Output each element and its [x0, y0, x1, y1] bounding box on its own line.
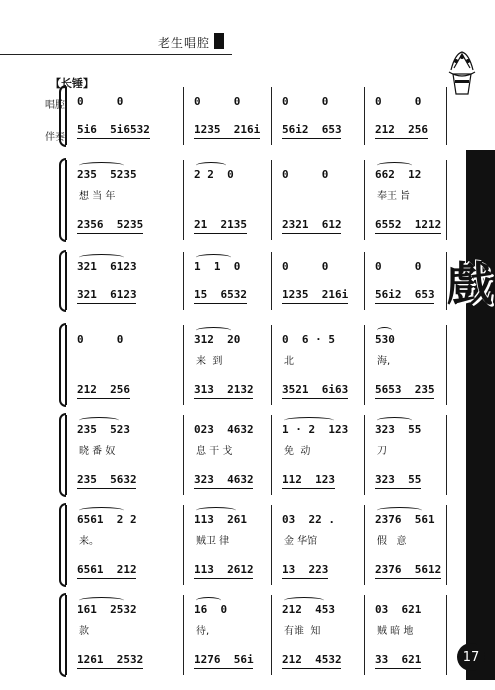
score-system [65, 252, 447, 310]
beat-underline [375, 303, 434, 304]
accompaniment-measure: 2376 5612 [375, 563, 442, 576]
beat-underline [375, 398, 434, 399]
barline [183, 415, 184, 495]
side-decorative-character: 戲 [447, 257, 493, 311]
vocal-measure: 6561 2 2 [77, 513, 137, 526]
barline [183, 87, 184, 145]
barline [446, 595, 447, 675]
score-system [65, 160, 447, 240]
accompaniment-measure: 3521 6i63 [282, 383, 349, 396]
barline [271, 505, 272, 585]
accompaniment-measure: 21 2135 [194, 218, 247, 231]
score-system [65, 87, 447, 145]
slur-mark [79, 162, 124, 169]
header-title: 老生唱腔 [158, 36, 211, 50]
vocal-measure: 662 12 [375, 168, 422, 181]
vocal-measure: 0 6 · 5 [282, 333, 335, 346]
slur-mark [196, 507, 236, 514]
vocal-measure: 16 0 [194, 603, 228, 616]
lyric-text: 假 意 [377, 536, 407, 547]
lyric-text: 金 华馆 [284, 536, 318, 547]
barline [364, 595, 365, 675]
slur-mark [79, 417, 119, 424]
vocal-measure: 321 6123 [77, 260, 137, 273]
page-number-badge: 17 [457, 643, 485, 671]
score-system [65, 595, 447, 675]
barline [446, 160, 447, 240]
vocal-measure: 03 22 . [282, 513, 335, 526]
accompaniment-measure: 6552 1212 [375, 218, 442, 231]
side-margin-bar [466, 150, 495, 680]
vocal-row-label: 唱腔 [45, 100, 65, 111]
vocal-measure: 0 0 [77, 333, 124, 346]
barline [183, 252, 184, 310]
lyric-text: 贼 暗 地 [377, 626, 414, 637]
accompaniment-measure: 1261 2532 [77, 653, 144, 666]
beat-underline [77, 668, 143, 669]
barline [446, 415, 447, 495]
accompaniment-measure: 2356 5235 [77, 218, 144, 231]
vocal-measure: 023 4632 [194, 423, 254, 436]
beat-underline [375, 488, 421, 489]
score-system [65, 505, 447, 585]
slur-mark [377, 507, 422, 514]
accompaniment-measure: 15 6532 [194, 288, 247, 301]
barline [364, 505, 365, 585]
beat-underline [194, 138, 260, 139]
beat-underline [282, 303, 348, 304]
score-system [65, 325, 447, 405]
lyric-text: 海, [377, 356, 391, 367]
accompaniment-measure: 113 2612 [194, 563, 254, 576]
slur-mark [196, 597, 221, 604]
vocal-measure: 2 2 0 [194, 168, 234, 181]
accompaniment-measure: 5i6 5i6532 [77, 123, 150, 136]
vocal-measure: 530 [375, 333, 395, 346]
vocal-measure: 1 · 2 123 [282, 423, 349, 436]
beat-underline [77, 233, 143, 234]
lyric-text: 贼卫 律 [196, 536, 230, 547]
beat-underline [282, 233, 341, 234]
accompaniment-measure: 323 4632 [194, 473, 254, 486]
lyric-text: 想 当 年 [79, 191, 116, 202]
accompaniment-measure: 212 4532 [282, 653, 342, 666]
vocal-measure: 0 0 [282, 95, 329, 108]
vocal-measure: 03 621 [375, 603, 422, 616]
slur-mark [196, 327, 231, 334]
vocal-measure: 323 55 [375, 423, 422, 436]
barline [364, 87, 365, 145]
beat-underline [77, 138, 150, 139]
accompaniment-row-label: 伴奏 [45, 132, 65, 143]
accompaniment-measure: 5653 235 [375, 383, 435, 396]
lyric-text: 来 到 [196, 356, 223, 367]
barline [446, 505, 447, 585]
slur-mark [284, 417, 334, 424]
vocal-measure: 235 523 [77, 423, 130, 436]
accompaniment-measure: 13 223 [282, 563, 329, 576]
vocal-measure: 0 0 [375, 260, 422, 273]
beat-underline [375, 138, 428, 139]
slur-mark [196, 162, 226, 169]
header-block-mark [214, 33, 224, 49]
accompaniment-measure: 313 2132 [194, 383, 254, 396]
vocal-measure: 212 453 [282, 603, 335, 616]
beat-underline [194, 398, 253, 399]
barline [446, 252, 447, 310]
section-label: 【长锤】 [50, 77, 94, 90]
lyric-text: 晓 番 奴 [79, 446, 116, 457]
barline [446, 325, 447, 405]
lyric-text: 奉王 旨 [377, 191, 411, 202]
vocal-measure: 2376 561 [375, 513, 435, 526]
slur-mark [377, 162, 412, 169]
lyric-text: 有谁 知 [284, 626, 321, 637]
accompaniment-measure: 112 123 [282, 473, 335, 486]
beat-underline [77, 488, 136, 489]
beat-underline [77, 398, 130, 399]
beat-underline [77, 578, 136, 579]
accompaniment-measure: 56i2 653 [375, 288, 435, 301]
vocal-measure: 0 0 [194, 95, 241, 108]
accompaniment-measure: 1235 216i [194, 123, 261, 136]
accompaniment-measure: 235 5632 [77, 473, 137, 486]
beat-underline [282, 138, 341, 139]
barline [183, 595, 184, 675]
vocal-measure: 0 0 [282, 260, 329, 273]
accompaniment-measure: 323 55 [375, 473, 422, 486]
accompaniment-measure: 1276 56i [194, 653, 254, 666]
barline [183, 325, 184, 405]
vocal-measure: 161 2532 [77, 603, 137, 616]
accompaniment-measure: 212 256 [375, 123, 428, 136]
slur-mark [284, 597, 324, 604]
beat-underline [375, 578, 441, 579]
beat-underline [77, 303, 136, 304]
vocal-measure: 113 261 [194, 513, 247, 526]
barline [271, 595, 272, 675]
vocal-measure: 1 1 0 [194, 260, 241, 273]
vocal-measure: 0 0 [282, 168, 329, 181]
accompaniment-measure: 33 621 [375, 653, 422, 666]
barline [364, 252, 365, 310]
plant-ornament-icon [445, 48, 479, 98]
vocal-measure: 312 20 [194, 333, 241, 346]
accompaniment-measure: 212 256 [77, 383, 130, 396]
accompaniment-measure: 1235 216i [282, 288, 349, 301]
barline [446, 87, 447, 145]
accompaniment-measure: 321 6123 [77, 288, 137, 301]
barline [271, 325, 272, 405]
accompaniment-measure: 6561 212 [77, 563, 137, 576]
beat-underline [194, 233, 247, 234]
barline [364, 160, 365, 240]
beat-underline [282, 668, 341, 669]
lyric-text: 北 [284, 356, 294, 367]
barline [364, 325, 365, 405]
beat-underline [194, 303, 247, 304]
barline [183, 505, 184, 585]
barline [271, 160, 272, 240]
beat-underline [375, 233, 441, 234]
lyric-text: 款 [79, 626, 89, 637]
slur-mark [377, 327, 392, 334]
beat-underline [282, 398, 348, 399]
slur-mark [377, 417, 412, 424]
beat-underline [194, 668, 253, 669]
vocal-measure: 235 5235 [77, 168, 137, 181]
slur-mark [196, 254, 231, 261]
score-system [65, 415, 447, 495]
beat-underline [194, 578, 253, 579]
barline [183, 160, 184, 240]
lyric-text: 来。 [79, 536, 99, 547]
slur-mark [79, 507, 124, 514]
slur-mark [79, 254, 124, 261]
barline [271, 252, 272, 310]
slur-mark [79, 597, 124, 604]
lyric-text: 息 干 戈 [196, 446, 233, 457]
beat-underline [282, 578, 328, 579]
beat-underline [282, 488, 335, 489]
vocal-measure: 0 0 [77, 95, 124, 108]
barline [364, 415, 365, 495]
beat-underline [194, 488, 253, 489]
barline [271, 87, 272, 145]
vocal-measure: 0 0 [375, 95, 422, 108]
lyric-text: 刀 [377, 446, 387, 457]
accompaniment-measure: 2321 612 [282, 218, 342, 231]
beat-underline [375, 668, 421, 669]
barline [271, 415, 272, 495]
lyric-text: 待, [196, 626, 210, 637]
header-rule [0, 54, 232, 55]
lyric-text: 免 动 [284, 446, 311, 457]
accompaniment-measure: 56i2 653 [282, 123, 342, 136]
